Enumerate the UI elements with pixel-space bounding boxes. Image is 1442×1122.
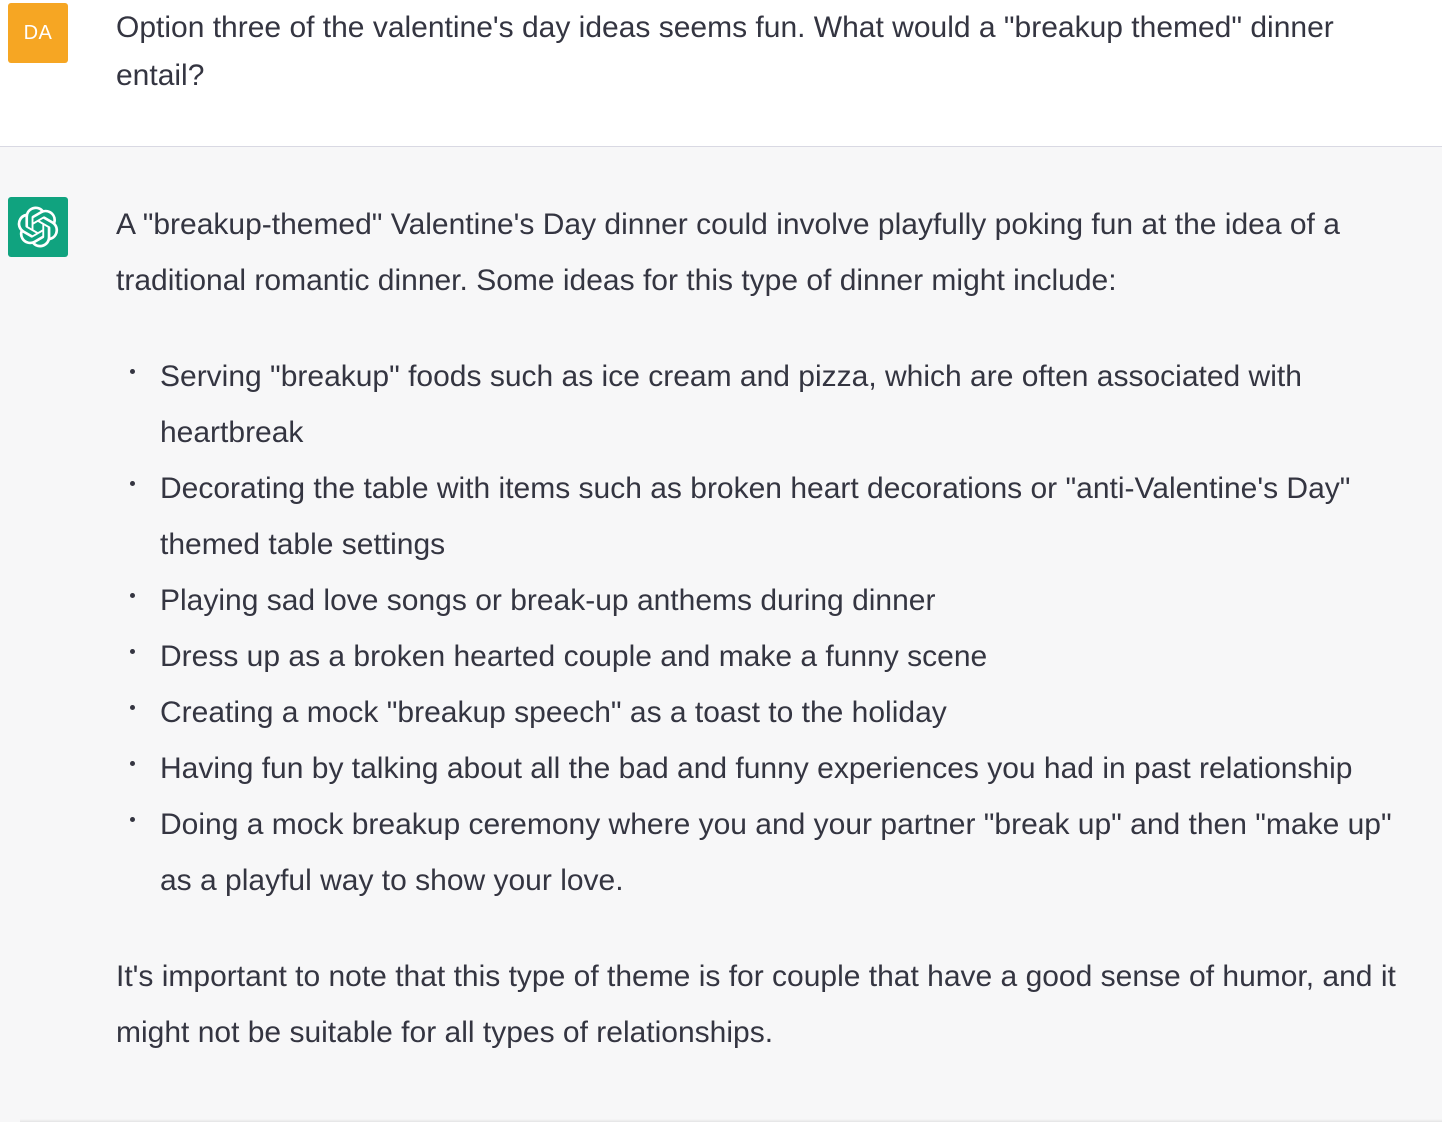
list-item	[160, 349, 1416, 461]
bullet-icon	[130, 705, 135, 710]
user-message-row	[0, 0, 1442, 147]
list-item	[160, 685, 1416, 741]
user-avatar	[8, 3, 68, 63]
list-item-text: Creating a mock "breakup speech" as a toast to the holiday	[160, 696, 947, 729]
list-item	[160, 573, 1416, 629]
user-avatar-initials: DA	[23, 21, 53, 44]
list-item-text: Decorating the table with items such as broken heart decorations or "anti-Valentine's Day" themed table settings	[160, 472, 1351, 561]
list-item-text: Doing a mock breakup ceremony where you and your partner "break up" and then "make up" as a playful way to show your love.	[160, 808, 1392, 897]
ideas-list	[116, 349, 1416, 909]
list-item-text: Dress up as a broken hearted couple and make a funny scene	[160, 640, 988, 673]
list-item-text: Playing sad love songs or break-up anthems during dinner	[160, 584, 936, 617]
list-item	[160, 461, 1416, 573]
bullet-icon	[130, 649, 135, 654]
list-item	[160, 797, 1416, 909]
assistant-message-row	[0, 148, 1442, 1122]
list-item	[160, 629, 1416, 685]
bullet-icon	[130, 593, 135, 598]
assistant-message-body	[116, 197, 1416, 1061]
assistant-outro-paragraph: It's important to note that this type of theme is for couple that have a good sense of humor, and it might not be suitable for all types of relationships.	[116, 960, 1396, 1049]
bullet-icon	[130, 369, 135, 374]
openai-logo-icon	[17, 206, 59, 248]
assistant-intro-paragraph: A "breakup-themed" Valentine's Day dinner could involve playfully poking fun at the idea of a traditional romantic dinner. Some ideas for this type of dinner might include:	[116, 208, 1340, 297]
bullet-icon	[130, 481, 135, 486]
bullet-icon	[130, 817, 135, 822]
list-item-text: Serving "breakup" foods such as ice cream and pizza, which are often associated with heartbreak	[160, 360, 1302, 449]
bullet-icon	[130, 761, 135, 766]
user-message-text: Option three of the valentine's day ideas seems fun. What would a "breakup themed" dinner entail?	[116, 11, 1334, 92]
list-item	[160, 741, 1416, 797]
list-item-text: Having fun by talking about all the bad and funny experiences you had in past relationship	[160, 752, 1353, 785]
assistant-avatar	[8, 197, 68, 257]
